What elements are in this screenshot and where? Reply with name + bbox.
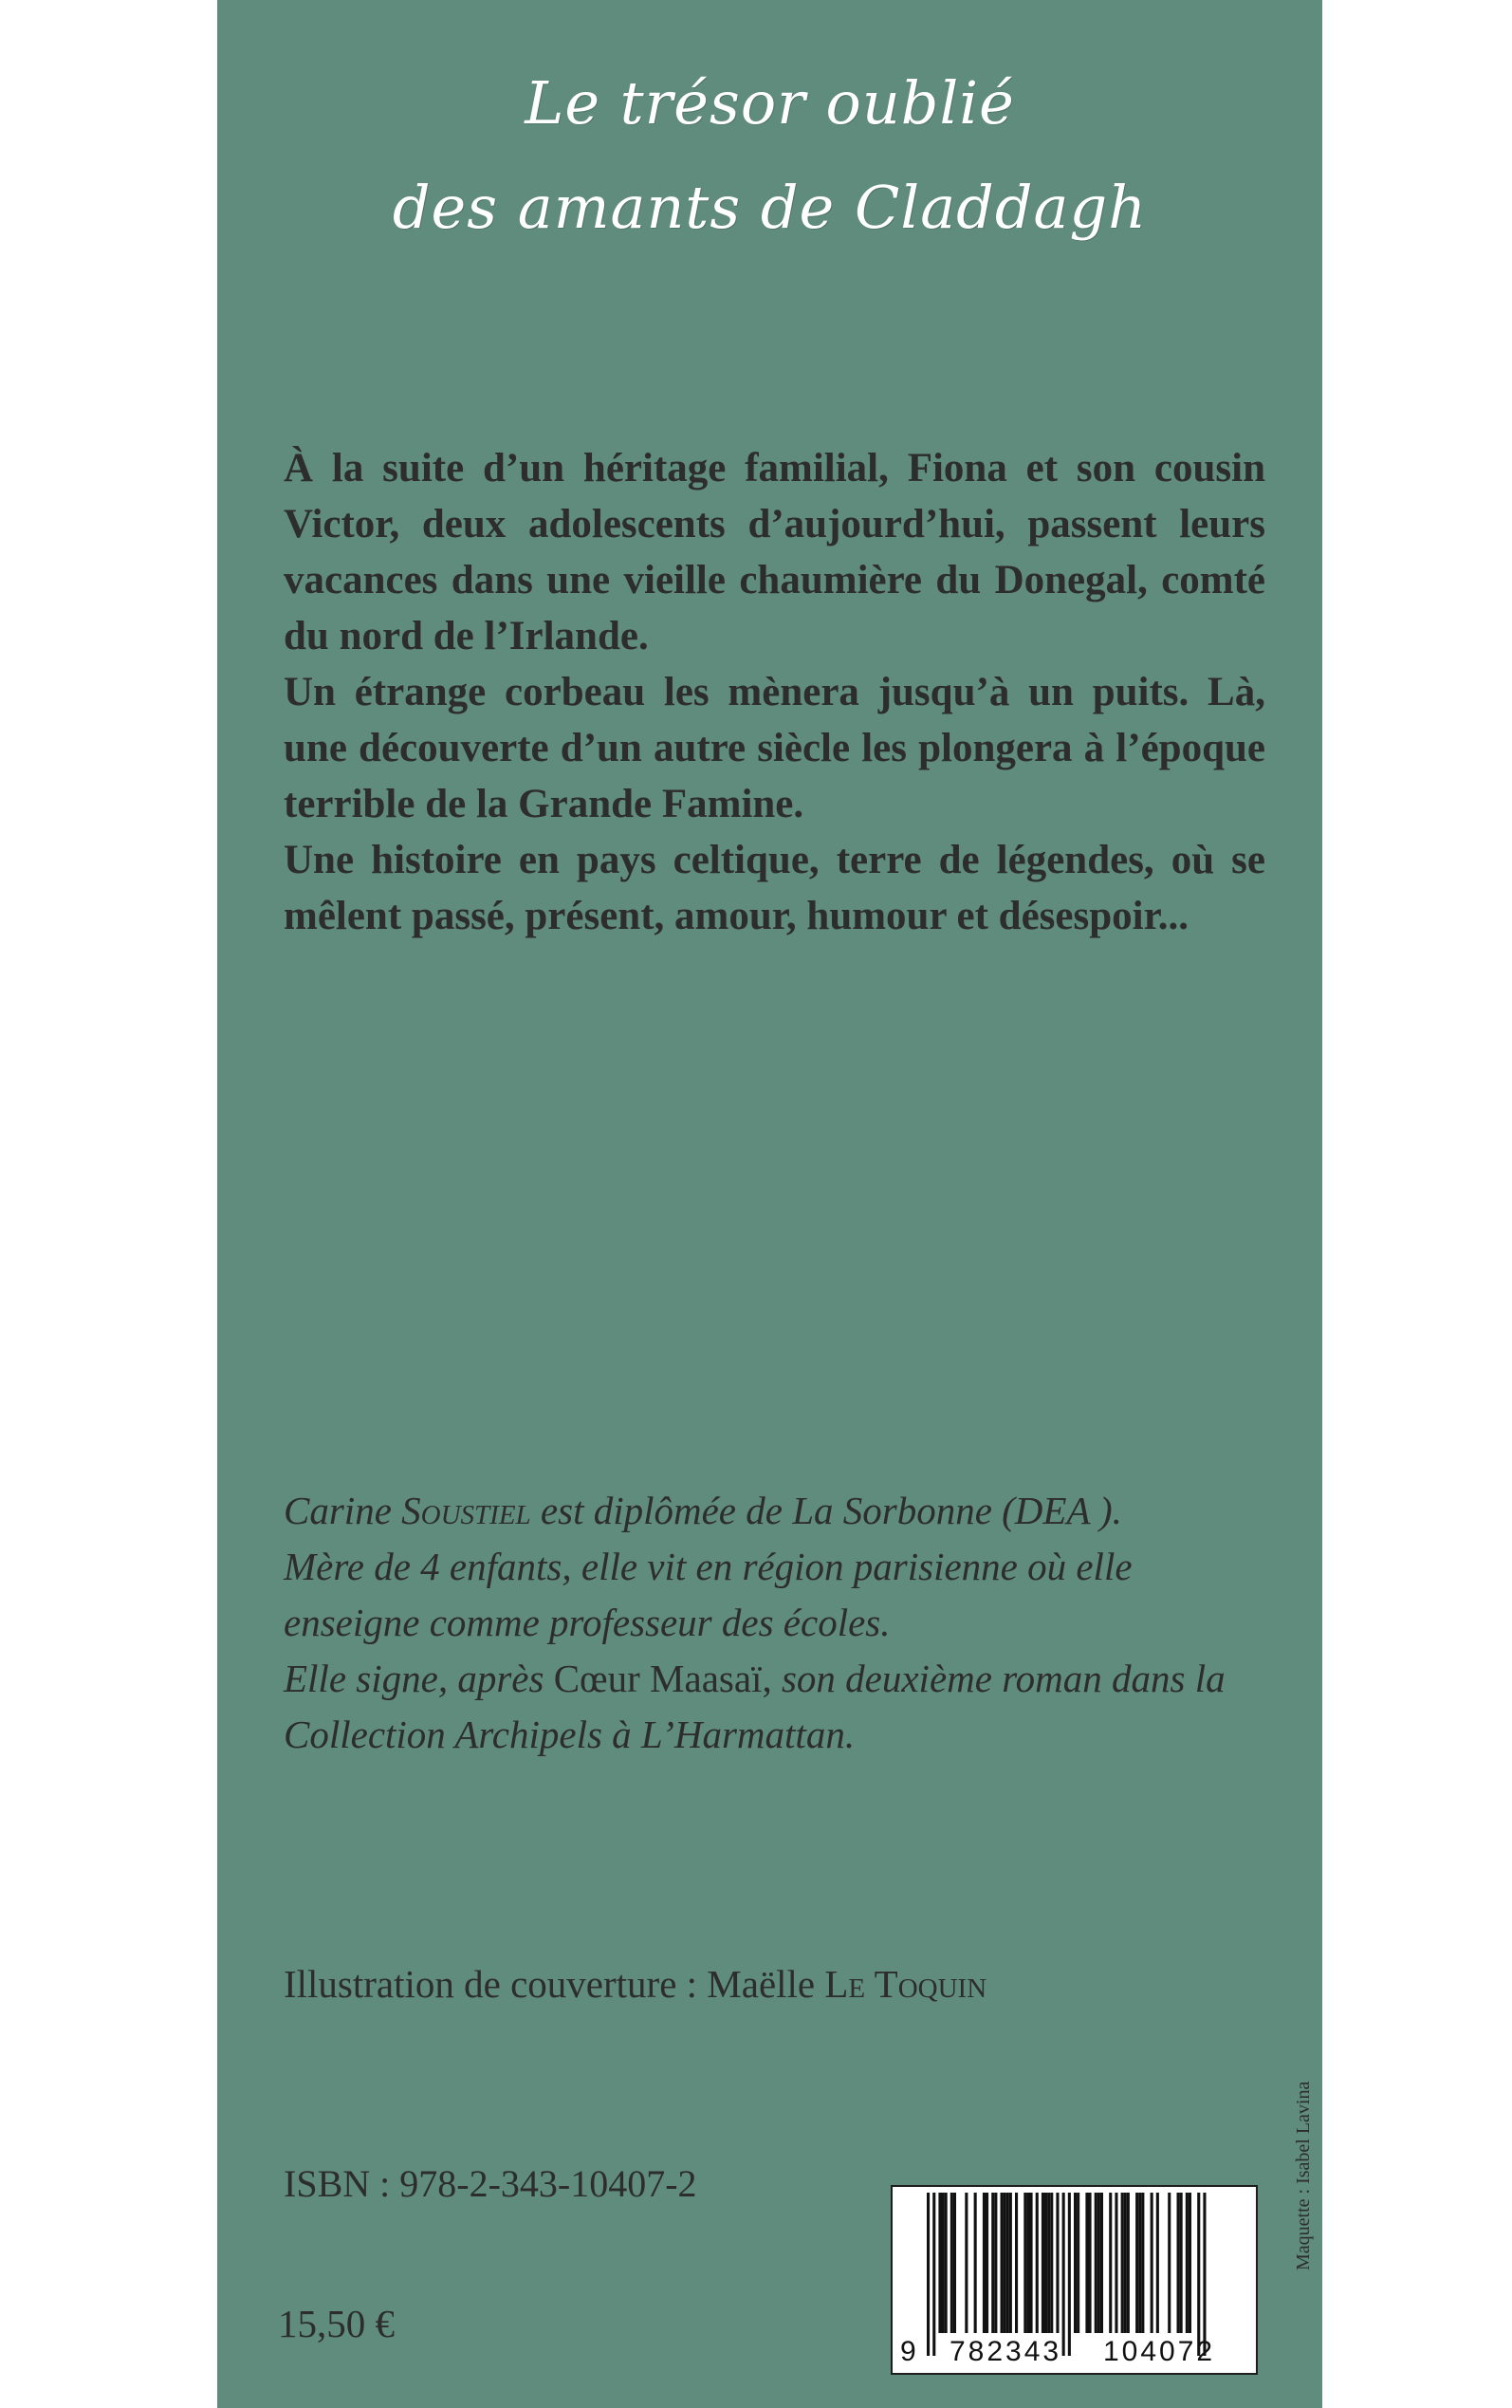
title-line-1: Le trésor oublié <box>525 68 1015 138</box>
barcode-bar <box>1030 2193 1033 2333</box>
illustrator-first-name: Maëlle <box>707 1962 816 2006</box>
bio-collection: son deuxième roman dans la Collection Archipels à L’Harmattan. <box>284 1657 1226 1756</box>
barcode-bar <box>1044 2193 1047 2333</box>
barcode-bar <box>945 2193 948 2333</box>
barcode-first-digit: 9 <box>900 2336 916 2367</box>
illustration-credit <box>284 1956 986 2012</box>
barcode-bar <box>1015 2193 1018 2333</box>
barcode-bar <box>1077 2193 1079 2333</box>
barcode-bar <box>1001 2193 1004 2333</box>
barcode-guard-bar <box>932 2193 935 2356</box>
barcode-bar <box>1047 2193 1050 2333</box>
author-first-name: Carine <box>284 1489 392 1532</box>
barcode-bar <box>1036 2193 1039 2333</box>
bio-line-3 <box>284 1651 1270 1763</box>
synopsis-paragraph: Une histoire en pays celtique, terre de légendes, où se mêlent passé, présent, amour, humour et désespoir... <box>284 838 1265 938</box>
bio-degree: est diplômée de La Sorbonne (DEA ). <box>540 1489 1122 1532</box>
author-last-name: Soustiel <box>401 1489 531 1532</box>
price: 15,50 € <box>278 2302 395 2345</box>
barcode-bar <box>1151 2193 1153 2333</box>
barcode-bar <box>1006 2193 1009 2333</box>
barcode-bar <box>1074 2193 1077 2333</box>
synopsis-paragraph: À la suite d’un héritage familial, Fiona et son cousin Victor, deux adolescents d’aujourd’hui, passent leurs vacances dans une vieille chaumière du Donegal, comté du nord de l’Irlande. <box>284 446 1265 658</box>
barcode-bar <box>965 2193 968 2333</box>
barcode-bar <box>1004 2193 1006 2333</box>
barcode-bar <box>1156 2193 1159 2333</box>
barcode-left-group: 782343 <box>950 2336 1062 2367</box>
barcode-bar <box>1127 2193 1130 2333</box>
barcode-bar <box>1186 2193 1189 2333</box>
bio-line-1 <box>284 1483 1270 1539</box>
barcode-bar <box>1085 2193 1088 2333</box>
barcode-bar <box>974 2193 977 2333</box>
barcode-bar <box>994 2193 997 2333</box>
barcode-guard-bar <box>1197 2193 1200 2356</box>
barcode-bar <box>1180 2193 1183 2333</box>
barcode-bar <box>1121 2193 1124 2333</box>
barcode-bar <box>1023 2193 1026 2333</box>
barcode-bar <box>1135 2193 1138 2333</box>
title-line-2: des amants de Claddagh <box>392 173 1148 242</box>
barcode-guard-bar <box>927 2193 930 2356</box>
barcode-bar <box>1042 2193 1044 2333</box>
barcode-guard-bar <box>1203 2193 1206 2356</box>
barcode-bar <box>1089 2193 1092 2333</box>
bio-line-2: Mère de 4 enfants, elle vit en région parisienne où elle enseigne comme professeur des écoles. <box>284 1545 1133 1644</box>
barcode-bar <box>1095 2193 1097 2333</box>
author-bio <box>284 1483 1270 1763</box>
barcode <box>891 2185 1258 2375</box>
barcode-bar <box>986 2193 988 2333</box>
barcode-guard-bar <box>1062 2193 1065 2356</box>
barcode-bar <box>1138 2193 1141 2333</box>
barcode-bar <box>1141 2193 1144 2333</box>
synopsis-paragraph: Un étrange corbeau les mènera jusqu’à un puits. Là, une découverte d’un autre siècle les plongera à l’époque terrible de la Grande Famine. <box>284 670 1265 826</box>
barcode-bar <box>1056 2193 1059 2333</box>
barcode-bar <box>950 2193 953 2333</box>
barcode-bar <box>1009 2193 1012 2333</box>
barcode-bar <box>1050 2193 1053 2333</box>
barcode-bar <box>1115 2193 1117 2333</box>
barcode-bar <box>938 2193 941 2333</box>
illustration-label: Illustration de couverture : <box>284 1962 698 2006</box>
barcode-bar <box>1189 2193 1191 2333</box>
layout-credit-text: Maquette : Isabel Lavina <box>1293 2081 1314 2270</box>
previous-book-title: Cœur Maasaï, <box>553 1657 772 1700</box>
barcode-bar <box>1100 2193 1103 2333</box>
barcode-right-group: 104072 <box>1103 2336 1216 2367</box>
back-cover <box>217 0 1322 2408</box>
synopsis <box>284 440 1265 944</box>
barcode-bar <box>1026 2193 1029 2333</box>
isbn: ISBN : 978-2-343-10407-2 <box>284 2162 697 2205</box>
barcode-bar <box>1097 2193 1100 2333</box>
barcode-bar <box>1177 2193 1180 2333</box>
barcode-bar <box>991 2193 994 2333</box>
barcode-bar <box>1124 2193 1127 2333</box>
barcode-guard-bar <box>1068 2193 1071 2356</box>
bio-signe: Elle signe, après <box>284 1657 544 1700</box>
barcode-bar <box>1168 2193 1171 2333</box>
barcode-bar <box>983 2193 986 2333</box>
illustrator-last-name: Le Toquin <box>824 1962 987 2006</box>
barcode-bar <box>1109 2193 1112 2333</box>
barcode-bar <box>942 2193 945 2333</box>
barcode-bar <box>953 2193 956 2333</box>
